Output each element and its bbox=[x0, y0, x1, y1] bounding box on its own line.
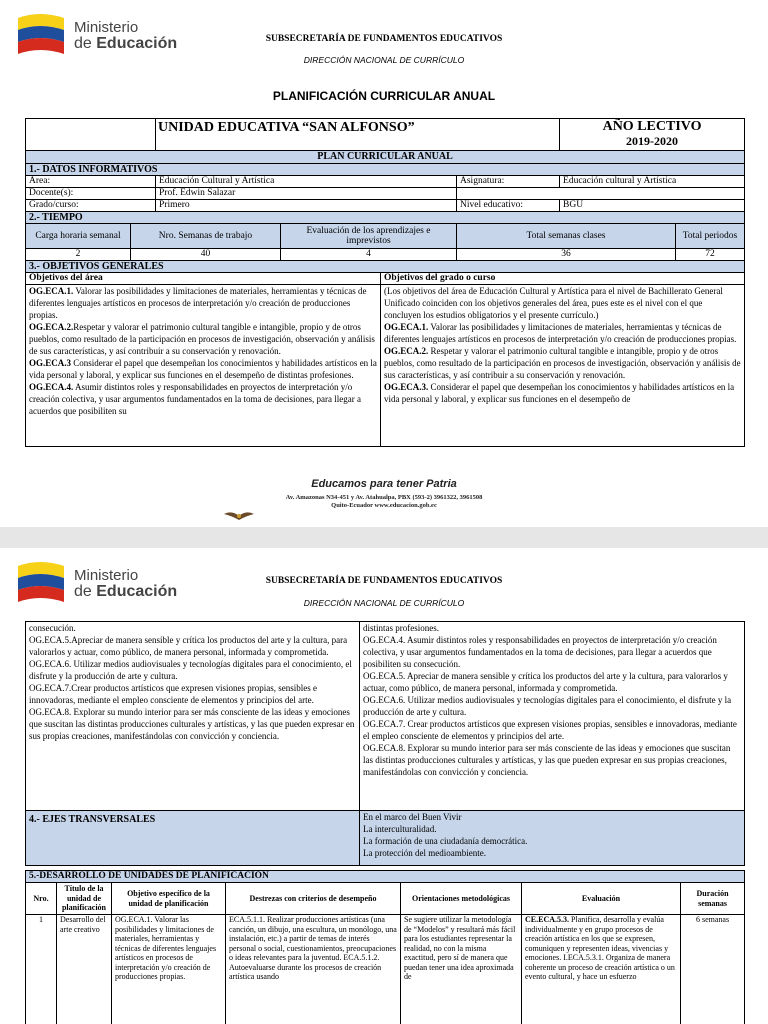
column-header: Destrezas con criterios de desempeño bbox=[226, 883, 401, 915]
asignatura-value: Educación cultural y Artística bbox=[560, 176, 745, 188]
nivel-value: BGU bbox=[560, 200, 745, 212]
objetivos-area-cell bbox=[26, 285, 381, 447]
eje-item: La protección del medioambiente. bbox=[363, 848, 486, 858]
objetivo-item: OG.ECA.1. Valorar las posibilidades y limitaciones de materiales, herramientas y técnicas de diferentes lenguajes artísticos en procesos de interpretación y/o creación de producciones propias. bbox=[29, 286, 367, 320]
page-2 bbox=[0, 548, 768, 1024]
footer-slogan: Educamos para tener Patria bbox=[311, 478, 457, 490]
objetivo-cell: OG.ECA.1. Valorar las posibilidades y limitaciones de materiales, herramientas y técnicas de diferentes lenguajes artísticos en procesos de interpretación y/o creación de producciones propias. bbox=[112, 915, 226, 1024]
column-header: Evaluación bbox=[522, 883, 681, 915]
duracion-cell: 6 semanas bbox=[681, 915, 745, 1024]
logo-line-2: de Educación bbox=[74, 35, 178, 52]
tiempo-value: 40 bbox=[131, 249, 281, 261]
tiempo-header: Total periodos bbox=[676, 224, 745, 249]
evaluacion-cell: CE.ECA.5.3. Planifica, desarrolla y evalúa individualmente y en grupo procesos de creación artística en los que se expresen, comuniquen y representen ideas, vivencias y emociones. I.ECA.5.3.1. Organiza de manera coherente un proceso de creación artística o un evento cultural, y hace un esfuerzo bbox=[522, 915, 681, 1024]
objetivo-item: OG.ECA.8. Explorar su mundo interior para ser más consciente de las ideas y emociones que suscitan las distintas producciones culturales y artísticas, y las que pueden expresar en sus propias creaciones, manifestándolas con convicción y conciencia. bbox=[29, 707, 355, 741]
nivel-label: Nivel educativo: bbox=[457, 200, 560, 212]
column-header: Título de la unidad de planificación bbox=[57, 883, 112, 915]
eje-item: En el marco del Buen Vivir bbox=[363, 812, 462, 822]
tiempo-header: Total semanas clases bbox=[457, 224, 676, 249]
objetivos-grado-cell bbox=[381, 285, 745, 447]
tiempo-value: 2 bbox=[26, 249, 131, 261]
school-year bbox=[560, 119, 745, 151]
orientaciones-cell: Se sugiere utilizar la metodología de “Modelos” y resultará más fácil para los estudiantes representar la realidad, no con la misma exactitud, pero sí de manera que puedan tener una idea aproximada de bbox=[401, 915, 522, 1024]
objetivo-item: OG.ECA.5.Apreciar de manera sensible y crítica los productos del arte y la cultura, para valorarlos y actuar, como público, de manera personal, informada y comprometida. bbox=[29, 635, 348, 657]
objetivos-continuation-table bbox=[25, 621, 745, 866]
section-2-heading: 2.- TIEMPO bbox=[26, 212, 745, 224]
column-header: Nro. bbox=[26, 883, 57, 915]
logo-line-1: Ministerio bbox=[74, 567, 139, 584]
area-label: Área: bbox=[26, 176, 156, 188]
section-5-heading: 5.-DESARROLLO DE UNIDADES DE PLANIFICACIÓN bbox=[26, 871, 745, 883]
direccion-heading: DIRECCIÓN NACIONAL DE CURRÍCULO bbox=[303, 598, 465, 608]
eje-item: La formación de una ciudadanía democrática. bbox=[363, 836, 528, 846]
tiempo-header: Evaluación de los aprendizajes e imprevistos bbox=[281, 224, 457, 249]
grado-value: Primero bbox=[156, 200, 457, 212]
direccion-heading: DIRECCIÓN NACIONAL DE CURRÍCULO bbox=[303, 55, 465, 65]
objetivo-item: consecución. bbox=[29, 623, 76, 633]
objetivo-item: OG.ECA.3. Considerar el papel que desempeñan los conocimientos y habilidades artísticos en la vida personal y laboral, y explicar sus funciones en el desempeño de bbox=[384, 382, 735, 404]
objetivo-intro: (Los objetivos del área de Educación Cultural y Artística para el nivel de Bachillerato General Unificado coinciden con los objetivos generales del área, pues este es el nivel con el que concluyen los estudios obligatorios y el presente currículo.) bbox=[384, 286, 723, 320]
objetivo-item: OG.ECA.4. Asumir distintos roles y responsabilidades en proyectos de interpretación y/o creación colectiva, y usar argumentos fundamentados en la toma de decisiones, para llegar a acuerdos que posibiliten su consecución. bbox=[363, 635, 717, 669]
plan-title: PLAN CURRICULAR ANUAL bbox=[26, 151, 745, 164]
tiempo-value: 4 bbox=[281, 249, 457, 261]
tiempo-header: Nro. Semanas de trabajo bbox=[131, 224, 281, 249]
objetivo-item: OG.ECA.3 Considerar el papel que desempeñan los conocimientos y habilidades artísticos en la vida personal y laboral, y explicar sus funciones en el desempeño de distintas profesiones. bbox=[29, 358, 377, 380]
school-name: UNIDAD EDUCATIVA “SAN ALFONSO” bbox=[156, 119, 560, 151]
docente-label: Docente(s): bbox=[26, 188, 156, 200]
logo-line-1: Ministerio bbox=[74, 19, 139, 36]
subsecretaria-heading: SUBSECRETARÍA DE FUNDAMENTOS EDUCATIVOS bbox=[265, 576, 503, 586]
objetivo-item: OG.ECA.4. Asumir distintos roles y responsabilidades en proyectos de interpretación y/o creación colectiva, y usar argumentos fundamentados en la toma de decisiones, para llegar a acuerdos que posibiliten su bbox=[29, 382, 361, 416]
year-value: 2019-2020 bbox=[626, 134, 679, 148]
column-header: Objetivo específico de la unidad de planificación bbox=[112, 883, 226, 915]
footer-web: Quito-Ecuador www.educacion.gob.ec bbox=[331, 502, 437, 509]
column-header: Duración semanas bbox=[681, 883, 745, 915]
tiempo-header: Carga horaria semanal bbox=[26, 224, 131, 249]
section-1-heading: 1.- DATOS INFORMATIVOS bbox=[26, 164, 745, 176]
column-header: Orientaciones metodológicas bbox=[401, 883, 522, 915]
objetivos-grado-cell bbox=[360, 622, 745, 811]
table-row bbox=[26, 915, 745, 1024]
desarrollo-table bbox=[25, 870, 745, 1024]
plan-table bbox=[25, 118, 745, 447]
footer-address: Av. Amazonas N34-451 y Av. Atahualpa, PBX (593-2) 3961322, 3961508 bbox=[285, 494, 483, 501]
titulo-cell: Desarrollo del arte creativo bbox=[57, 915, 112, 1024]
eagle-emblem-icon bbox=[224, 510, 254, 522]
objetivo-item: OG.ECA.7. Crear productos artísticos que expresen visiones propias, sensibles e innovadoras, mediante el empleo consciente de elementos y principios del arte. bbox=[363, 719, 737, 741]
ejes-cell bbox=[360, 811, 745, 866]
grado-label: Grado/curso: bbox=[26, 200, 156, 212]
objetivo-item: OG.ECA.1. Valorar las posibilidades y limitaciones de materiales, herramientas y técnicas de diferentes lenguajes artísticos en procesos de interpretación y/o creación de producciones propias. bbox=[384, 322, 737, 344]
docente-value: Prof. Edwin Salazar bbox=[156, 188, 457, 200]
tiempo-value: 72 bbox=[676, 249, 745, 261]
logo-line-2: de Educación bbox=[74, 583, 178, 600]
objetivos-area-cell bbox=[26, 622, 360, 811]
objetivo-item: distintas profesiones. bbox=[363, 623, 439, 633]
objetivo-item: OG.ECA.6. Utilizar medios audiovisuales y tecnologías digitales para el conocimiento, el disfrute y la producción de arte y cultura. bbox=[363, 695, 732, 717]
section-3-heading: 3.- OBJETIVOS GENERALES bbox=[26, 261, 745, 273]
objetivo-item: OG.ECA.2.Respetar y valorar el patrimonio cultural tangible e intangible, propio y de otros pueblos, como resultado de la participación en procesos de investigación, observación y análisis de sus características, y así contribuir a su conservación y renovación. bbox=[29, 322, 375, 356]
eje-item: La interculturalidad. bbox=[363, 824, 437, 834]
destrezas-cell: ECA.5.1.1. Realizar producciones artísticas (una canción, un dibujo, una escultura, un monólogo, una instalación, etc.) a partir de temas de interés personal o social, cuestionamientos, preocupaciones o ideas relevantes para la juventud. ECA.5.1.2. Autoevaluarse durante los procesos de creación artística usando bbox=[226, 915, 401, 1024]
asignatura-label: Asignatura: bbox=[457, 176, 560, 188]
objetivos-area-header: Objetivos del área bbox=[26, 273, 381, 285]
tiempo-value: 36 bbox=[457, 249, 676, 261]
objetivo-item: OG.ECA.7.Crear productos artísticos que expresen visiones propias, sensibles e innovadoras, mediante el empleo consciente de elementos y principios del arte. bbox=[29, 683, 317, 705]
objetivo-item: OG.ECA.8. Explorar su mundo interior para ser más consciente de las ideas y emociones que suscitan las distintas producciones culturales y artísticas, y las que pueden expresar en sus propias creaciones, manifestándolas con convicción y conciencia. bbox=[363, 743, 731, 777]
year-label: AÑO LECTIVO bbox=[602, 119, 702, 134]
objetivos-grado-header: Objetivos del grado o curso bbox=[381, 273, 745, 285]
section-4-heading: 4.- EJES TRANSVERSALES bbox=[26, 811, 360, 866]
objetivo-item: OG.ECA.2. Respetar y valorar el patrimonio cultural tangible e intangible, propio y de otros pueblos, como resultado de la participación en procesos de investigación, observación y análisis de sus características, y así contribuir a su conservación y renovación. bbox=[384, 346, 741, 380]
document-title: PLANIFICACIÓN CURRICULAR ANUAL bbox=[272, 89, 496, 103]
objetivo-item: OG.ECA.6. Utilizar medios audiovisuales y tecnologías digitales para el conocimiento, el disfrute y la producción de arte y cultura. bbox=[29, 659, 352, 681]
area-value: Educación Cultural y Artística bbox=[156, 176, 457, 188]
objetivo-item: OG.ECA.5. Apreciar de manera sensible y crítica los productos del arte y la cultura, para valorarlos y actuar, como público, de manera personal, informada y comprometida. bbox=[363, 671, 728, 693]
nro-cell: 1 bbox=[26, 915, 57, 1024]
subsecretaria-heading: SUBSECRETARÍA DE FUNDAMENTOS EDUCATIVOS bbox=[265, 34, 503, 44]
